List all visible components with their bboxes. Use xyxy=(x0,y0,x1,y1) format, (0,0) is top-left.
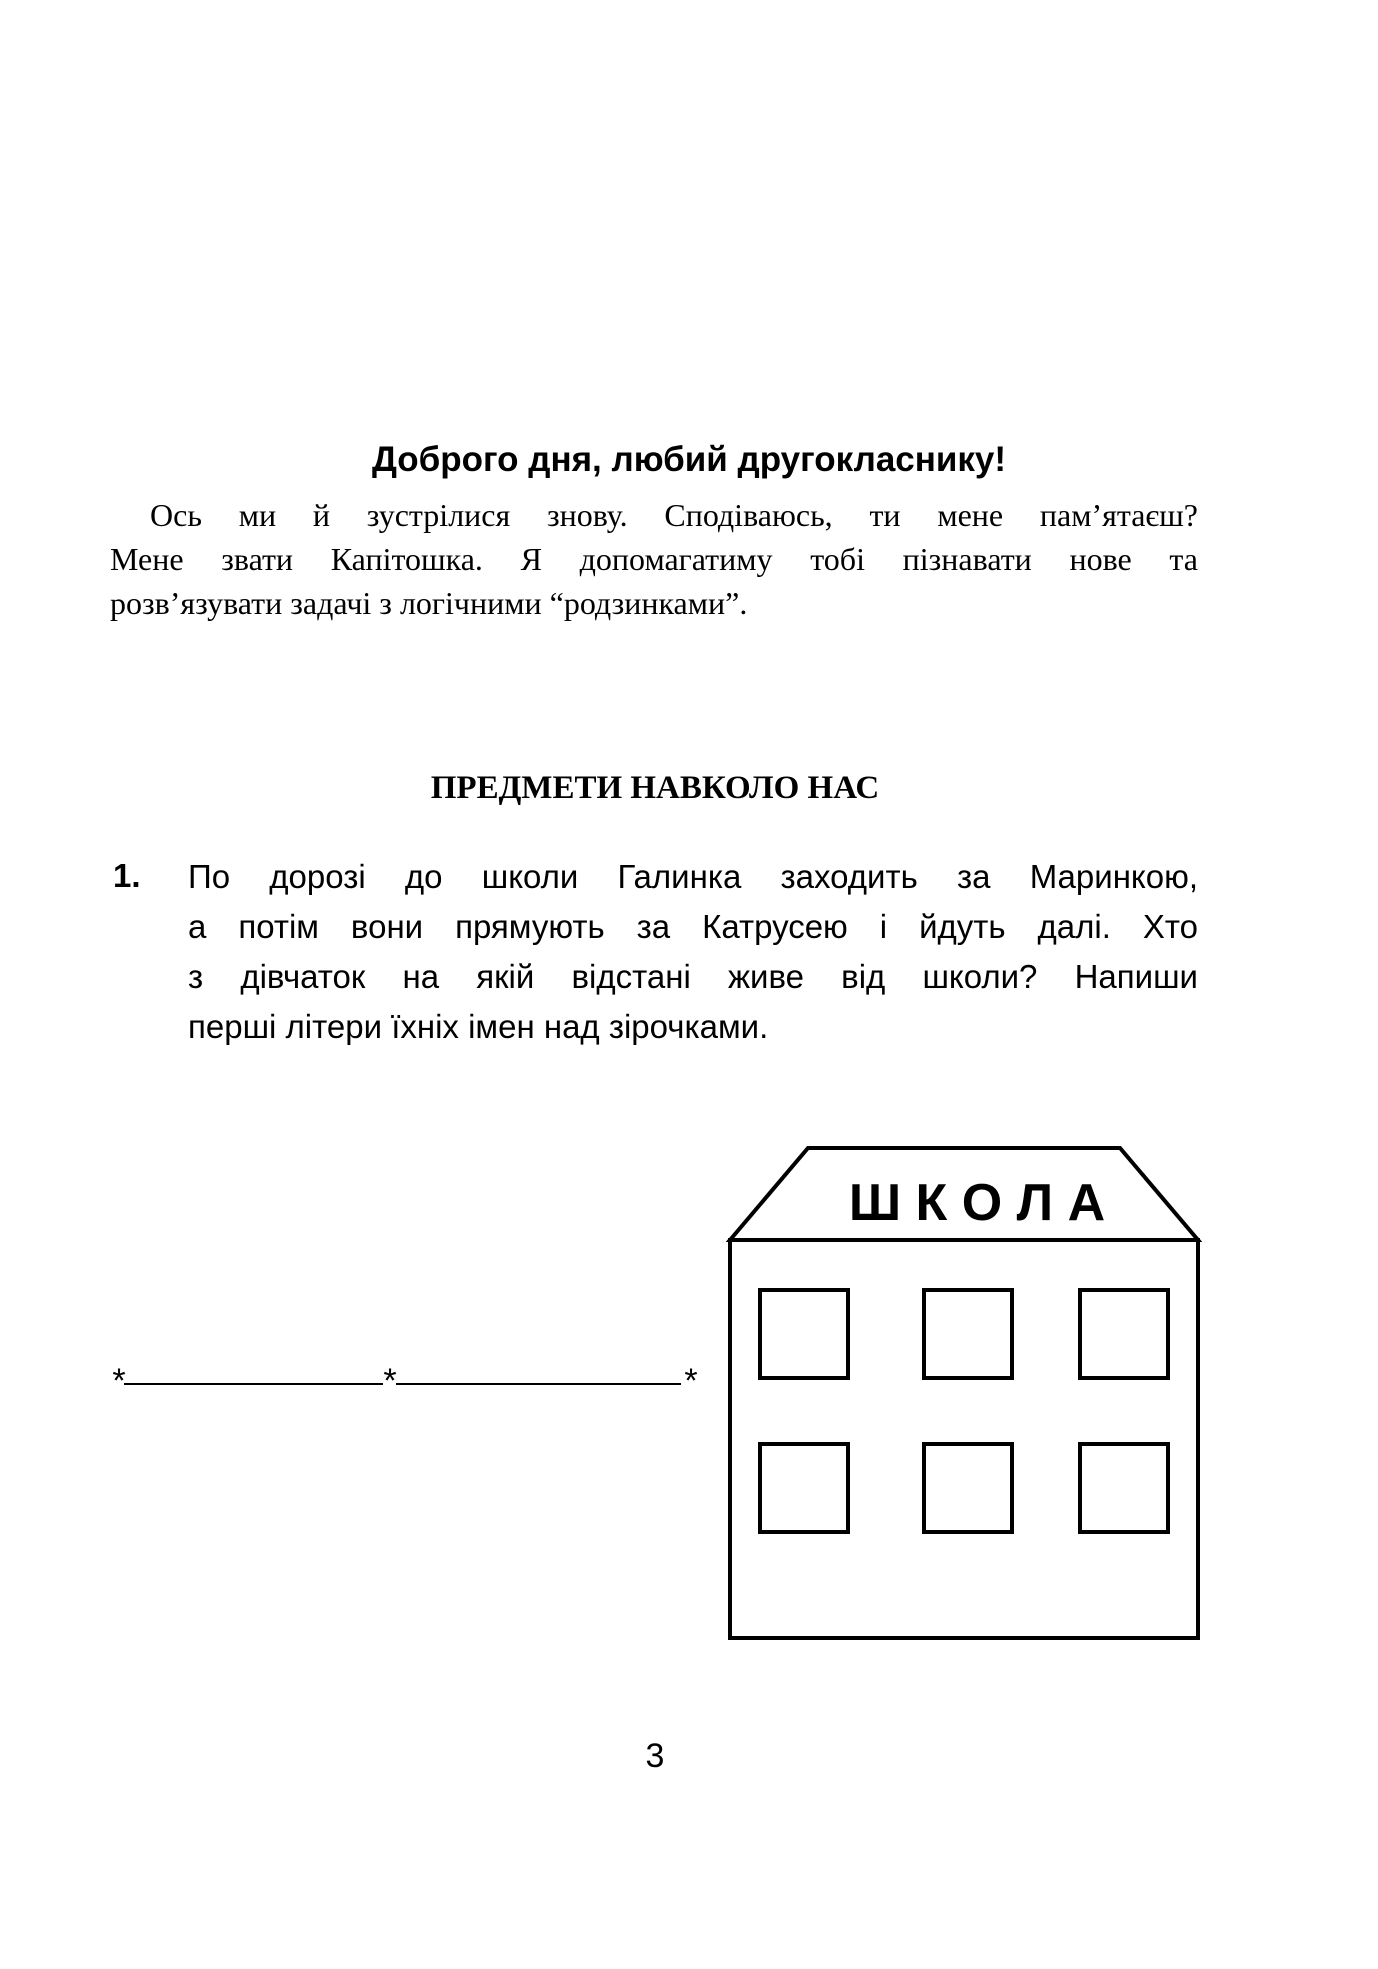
school-window xyxy=(924,1444,1012,1532)
intro-line: розв’язувати задачі з логічними “родзинками”. xyxy=(110,585,748,621)
school-window xyxy=(760,1290,848,1378)
star-marker[interactable]: * xyxy=(684,1362,698,1400)
task-line: По дорозі до школи Галинка заходить за Маринкою, xyxy=(188,858,1198,895)
school-window xyxy=(1080,1290,1168,1378)
school-wall xyxy=(730,1240,1198,1638)
school-building xyxy=(730,1148,1198,1638)
school-window xyxy=(760,1444,848,1532)
task-line: перші літери їхніх імен над зірочками. xyxy=(188,1008,769,1045)
page-number: 3 xyxy=(645,1737,665,1775)
school-label: Ш К О Л А xyxy=(848,1174,1106,1232)
task-number: 1. xyxy=(113,857,141,894)
school-window xyxy=(1080,1444,1168,1532)
task-line: а потім вони прямують за Катрусею і йдуть далі. Хто xyxy=(188,908,1198,945)
school-window xyxy=(924,1290,1012,1378)
greeting-heading: Доброго дня, любий другокласнику! xyxy=(371,440,1007,479)
intro-line: Мене звати Капітошка. Я допомагатиму тобі пізнавати нове та xyxy=(110,541,1198,577)
section-title: ПРЕДМЕТИ НАВКОЛО НАС xyxy=(430,770,880,806)
star-marker[interactable]: * xyxy=(112,1362,126,1400)
intro-line: Ось ми й зустрілися знову. Сподіваюсь, ти мене пам’ятаєш? xyxy=(150,497,1198,533)
star-marker[interactable]: * xyxy=(383,1362,397,1400)
task-line: з дівчаток на якій відстані живе від школи? Напиши xyxy=(188,958,1198,995)
